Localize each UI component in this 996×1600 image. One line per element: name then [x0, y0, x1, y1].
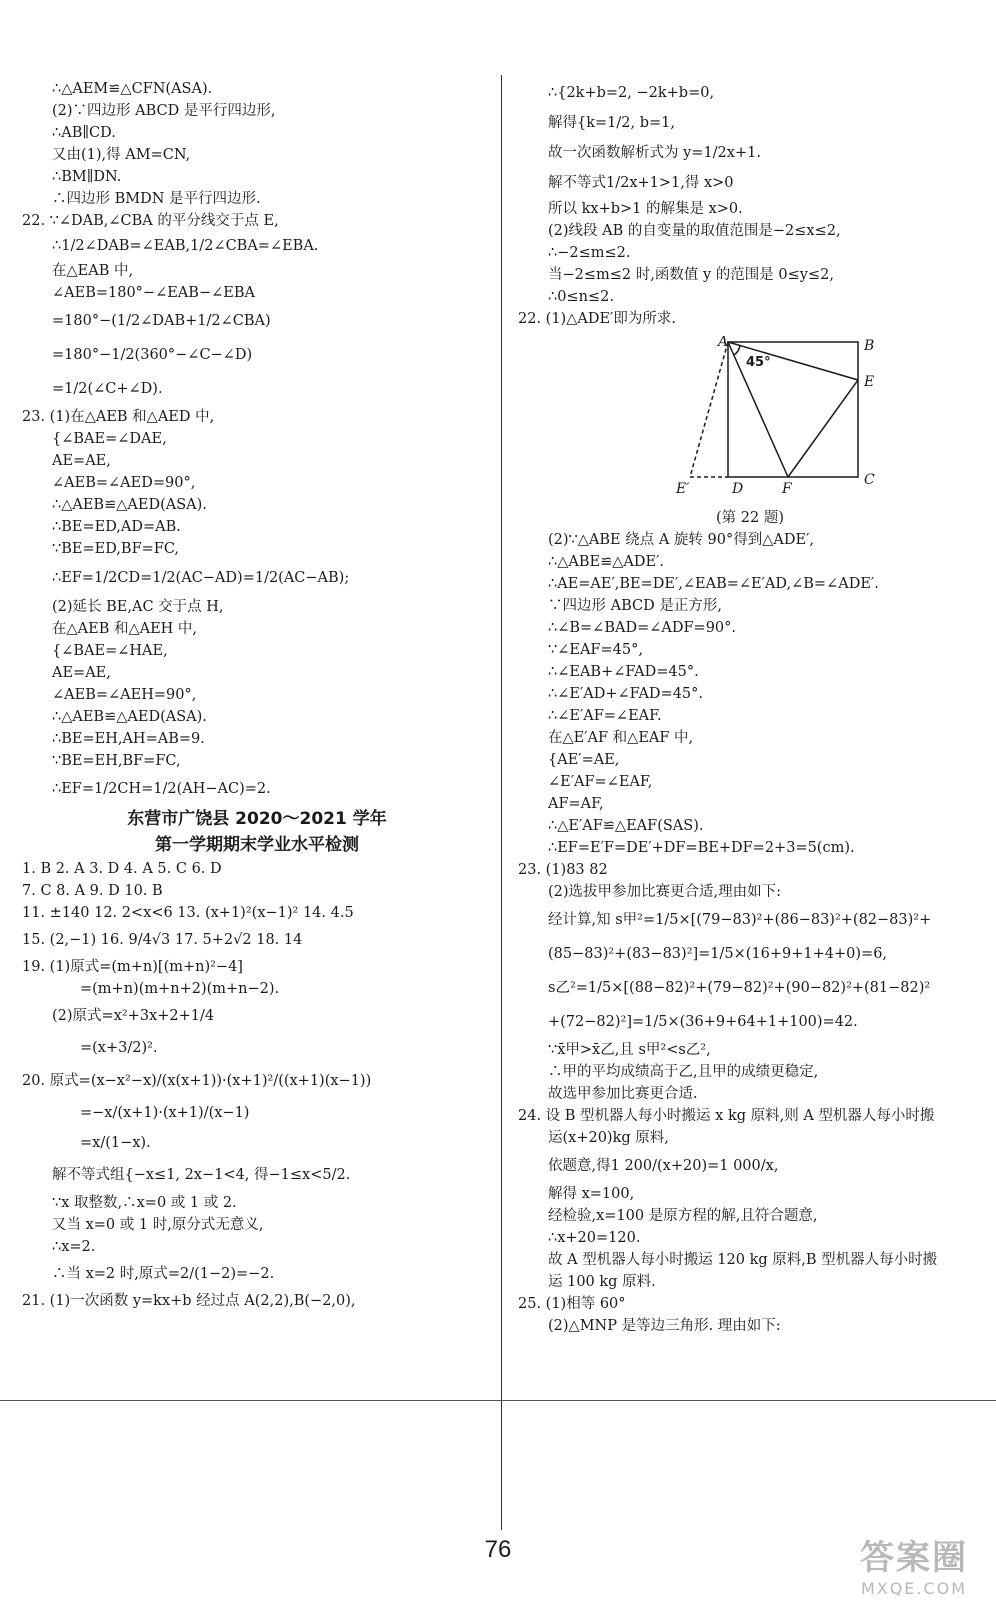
segment-ae-prime — [690, 342, 728, 477]
text-line: (2)∵△ABE 绕点 A 旋转 90°得到△ADE′, — [548, 532, 814, 548]
text-line: ∴x=2. — [52, 1239, 96, 1255]
answer-line: 11. ±140 12. 2<x<6 13. (x+1)²(x−1)² 14. 4.5 — [22, 905, 354, 921]
text-line: AE=AE, — [52, 453, 111, 469]
text-line: 在△EAB 中, — [52, 263, 134, 279]
text-line: 在△AEB 和△AEH 中, — [52, 621, 198, 637]
text-line: ∴x+20=120. — [548, 1230, 641, 1246]
text-line: =180°−1/2(360°−∠C−∠D) — [52, 347, 253, 363]
text-line: (85−83)²+(83−83)²]=1/5×(16+9+1+4+0)=6, — [548, 946, 888, 962]
text-line: 25. (1)相等 60° — [518, 1296, 626, 1312]
text-line: ∵x̄甲>x̄乙,且 s甲²<s乙², — [548, 1042, 711, 1058]
text-line: 又由(1),得 AM=CN, — [52, 147, 191, 163]
text-line: ∴∠E′AF=∠EAF. — [548, 708, 662, 724]
text-line: ∴∠EAB+∠FAD=45°. — [548, 664, 699, 680]
text-line: 在△E′AF 和△EAF 中, — [548, 730, 694, 746]
left-column — [22, 78, 492, 1312]
text-line: ∴0≤n≤2. — [548, 289, 614, 305]
text-line: 23. (1)83 82 — [518, 862, 608, 878]
text-line: ∴四边形 BMDN 是平行四边形. — [52, 191, 261, 207]
watermark-logo — [860, 1530, 968, 1598]
label-e-prime: E′ — [676, 481, 690, 496]
label-d: D — [732, 481, 744, 496]
text-line: 22. ∵∠DAB,∠CBA 的平分线交于点 E, — [22, 213, 279, 229]
angle-label: 45° — [746, 355, 771, 370]
text-line: ∴△AEM≌△CFN(ASA). — [52, 81, 213, 97]
text-line: ∵∠EAF=45°, — [548, 642, 643, 658]
text-line: 23. (1)在△AEB 和△AED 中, — [22, 409, 215, 425]
text-line: 解得 x=100, — [548, 1186, 635, 1202]
text-line: ∴△E′AF≌△EAF(SAS). — [548, 818, 704, 834]
answer-line: 15. (2,−1) 16. 9/4√3 17. 5+2√2 18. 14 — [22, 932, 303, 948]
text-line: (2)△MNP 是等边三角形. 理由如下: — [548, 1318, 781, 1334]
text-line: ∠E′AF=∠EAF, — [548, 774, 653, 790]
text-line: 19. (1)原式=(m+n)[(m+n)²−4] — [22, 959, 243, 975]
text-line: =(x+3/2)². — [80, 1040, 158, 1056]
watermark-text: 答案圈 — [860, 1538, 968, 1578]
text-line: ∴∠E′AD+∠FAD=45°. — [548, 686, 704, 702]
text-line: ∴BM∥DN. — [52, 169, 122, 185]
label-e: E — [864, 374, 875, 390]
text-line: (2)选拔甲参加比赛更合适,理由如下: — [548, 884, 782, 900]
label-b: B — [864, 338, 875, 354]
text-line: =(m+n)(m+n+2)(m+n−2). — [80, 981, 280, 997]
text-line: 24. 设 B 型机器人每小时搬运 x kg 原料,则 A 型机器人每小时搬 — [518, 1108, 935, 1124]
text-line: 21. (1)一次函数 y=kx+b 经过点 A(2,2),B(−2,0), — [22, 1293, 356, 1309]
text-line: ∴AB∥CD. — [52, 125, 116, 141]
column-divider — [501, 75, 502, 1530]
text-line: ∴当 x=2 时,原式=2/(1−2)=−2. — [52, 1266, 275, 1282]
text-line: 又当 x=0 或 1 时,原分式无意义, — [52, 1217, 264, 1233]
text-line: =1/2(∠C+∠D). — [52, 381, 163, 397]
text-line: 解不等式1/2x+1>1,得 x>0 — [548, 175, 734, 191]
figure-caption: (第 22 题) — [716, 510, 784, 526]
text-line: 经检验,x=100 是原方程的解,且符合题意, — [548, 1208, 818, 1224]
label-a: A — [718, 336, 729, 350]
text-line: 运(x+20)kg 原料, — [548, 1130, 669, 1146]
section-title: 东营市广饶县 2020～2021 学年 — [127, 809, 387, 829]
text-line: 当−2≤m≤2 时,函数值 y 的范围是 0≤y≤2, — [548, 267, 834, 283]
text-line: 22. (1)△ADE′即为所求. — [518, 311, 676, 327]
text-line: +(72−82)²]=1/5×(36+9+64+1+100)=42. — [548, 1014, 858, 1030]
text-line: ∴EF=1/2CD=1/2(AC−AD)=1/2(AC−AB); — [52, 570, 350, 586]
text-line: ∴{2k+b=2, −2k+b=0, — [548, 85, 715, 101]
text-line: ∴BE=EH,AH=AB=9. — [52, 731, 205, 747]
text-line: ∵BE=ED,BF=FC, — [52, 541, 180, 557]
text-line: ∠AEB=∠AED=90°, — [52, 475, 196, 491]
text-line: ∵BE=EH,BF=FC, — [52, 753, 181, 769]
text-line: ∠AEB=∠AEH=90°, — [52, 687, 197, 703]
text-line: 故 A 型机器人每小时搬运 120 kg 原料,B 型机器人每小时搬 — [548, 1252, 938, 1268]
answer-line: 7. C 8. A 9. D 10. B — [22, 883, 163, 899]
text-line: AF=AF, — [548, 796, 604, 812]
text-line: 解得{k=1/2, b=1, — [548, 115, 675, 131]
text-line: ∵x 取整数,∴x=0 或 1 或 2. — [52, 1195, 237, 1211]
text-line: ∴AE=AE′,BE=DE′,∠EAB=∠E′AD,∠B=∠ADE′. — [548, 576, 879, 592]
text-line: =−x/(x+1)·(x+1)/(x−1) — [80, 1105, 250, 1121]
text-line: =x/(1−x). — [80, 1135, 151, 1151]
text-line: ∴EF=1/2CH=1/2(AH−AC)=2. — [52, 781, 271, 797]
text-line: ∴∠B=∠BAD=∠ADF=90°. — [548, 620, 736, 636]
right-column — [518, 78, 978, 1337]
text-line: 故选甲参加比赛更合适. — [548, 1086, 698, 1102]
text-line: s乙²=1/5×[(88−82)²+(79−82)²+(90−82)²+(81−82)² — [548, 980, 931, 996]
label-f: F — [782, 481, 792, 496]
text-line: 故一次函数解析式为 y=1/2x+1. — [548, 145, 761, 161]
text-line: 所以 kx+b>1 的解集是 x>0. — [548, 201, 743, 217]
answer-line: 1. B 2. A 3. D 4. A 5. C 6. D — [22, 861, 222, 877]
text-line: ∴−2≤m≤2. — [548, 245, 631, 261]
page-number: 76 — [484, 1536, 512, 1563]
text-line: 解不等式组{−x≤1, 2x−1<4, 得−1≤x<5/2. — [52, 1167, 351, 1183]
text-line: ∴甲的平均成绩高于乙,且甲的成绩更稳定, — [548, 1064, 819, 1080]
text-line: ∴1/2∠DAB=∠EAB,1/2∠CBA=∠EBA. — [52, 238, 319, 254]
watermark-url: MXQE.COM — [860, 1579, 968, 1598]
text-line: ∴BE=ED,AD=AB. — [52, 519, 181, 535]
text-line: 运 100 kg 原料. — [548, 1274, 656, 1290]
horizontal-rule — [0, 1400, 996, 1401]
text-line: ∴△ABE≌△ADE′. — [548, 554, 664, 570]
text-line: {AE′=AE, — [548, 752, 620, 768]
text-line: (2)原式=x²+3x+2+1/4 — [52, 1008, 215, 1024]
text-line: =180°−(1/2∠DAB+1/2∠CBA) — [52, 313, 271, 329]
label-c: C — [864, 472, 875, 488]
text-line: 经计算,知 s甲²=1/5×[(79−83)²+(86−83)²+(82−83)²+ — [548, 912, 932, 928]
text-line: ∠AEB=180°−∠EAB−∠EBA — [52, 285, 255, 301]
angle-arc — [734, 345, 740, 355]
text-line: ∵四边形 ABCD 是正方形, — [548, 598, 722, 614]
text-line: {∠BAE=∠DAE, — [52, 431, 167, 447]
text-line: ∴△AEB≌△AED(ASA). — [52, 497, 207, 513]
text-line: (2)∵四边形 ABCD 是平行四边形, — [52, 103, 276, 119]
text-line: 依题意,得1 200/(x+20)=1 000/x, — [548, 1158, 779, 1174]
segment-fe — [788, 380, 858, 477]
text-line: (2)延长 BE,AC 交于点 H, — [52, 599, 224, 615]
text-line: ∴EF=E′F=DE′+DF=BE+DF=2+3=5(cm). — [548, 840, 855, 856]
text-line: ∴△AEB≌△AED(ASA). — [52, 709, 207, 725]
text-line: (2)线段 AB 的自变量的取值范围是−2≤x≤2, — [548, 223, 841, 239]
section-subtitle: 第一学期期末学业水平检测 — [155, 835, 359, 855]
text-line: AE=AE, — [52, 665, 111, 681]
text-line: 20. 原式=(x−x²−x)/(x(x+1))·(x+1)²/((x+1)(x−1)) — [22, 1073, 372, 1089]
text-line: {∠BAE=∠HAE, — [52, 643, 168, 659]
square-figure — [668, 336, 888, 496]
